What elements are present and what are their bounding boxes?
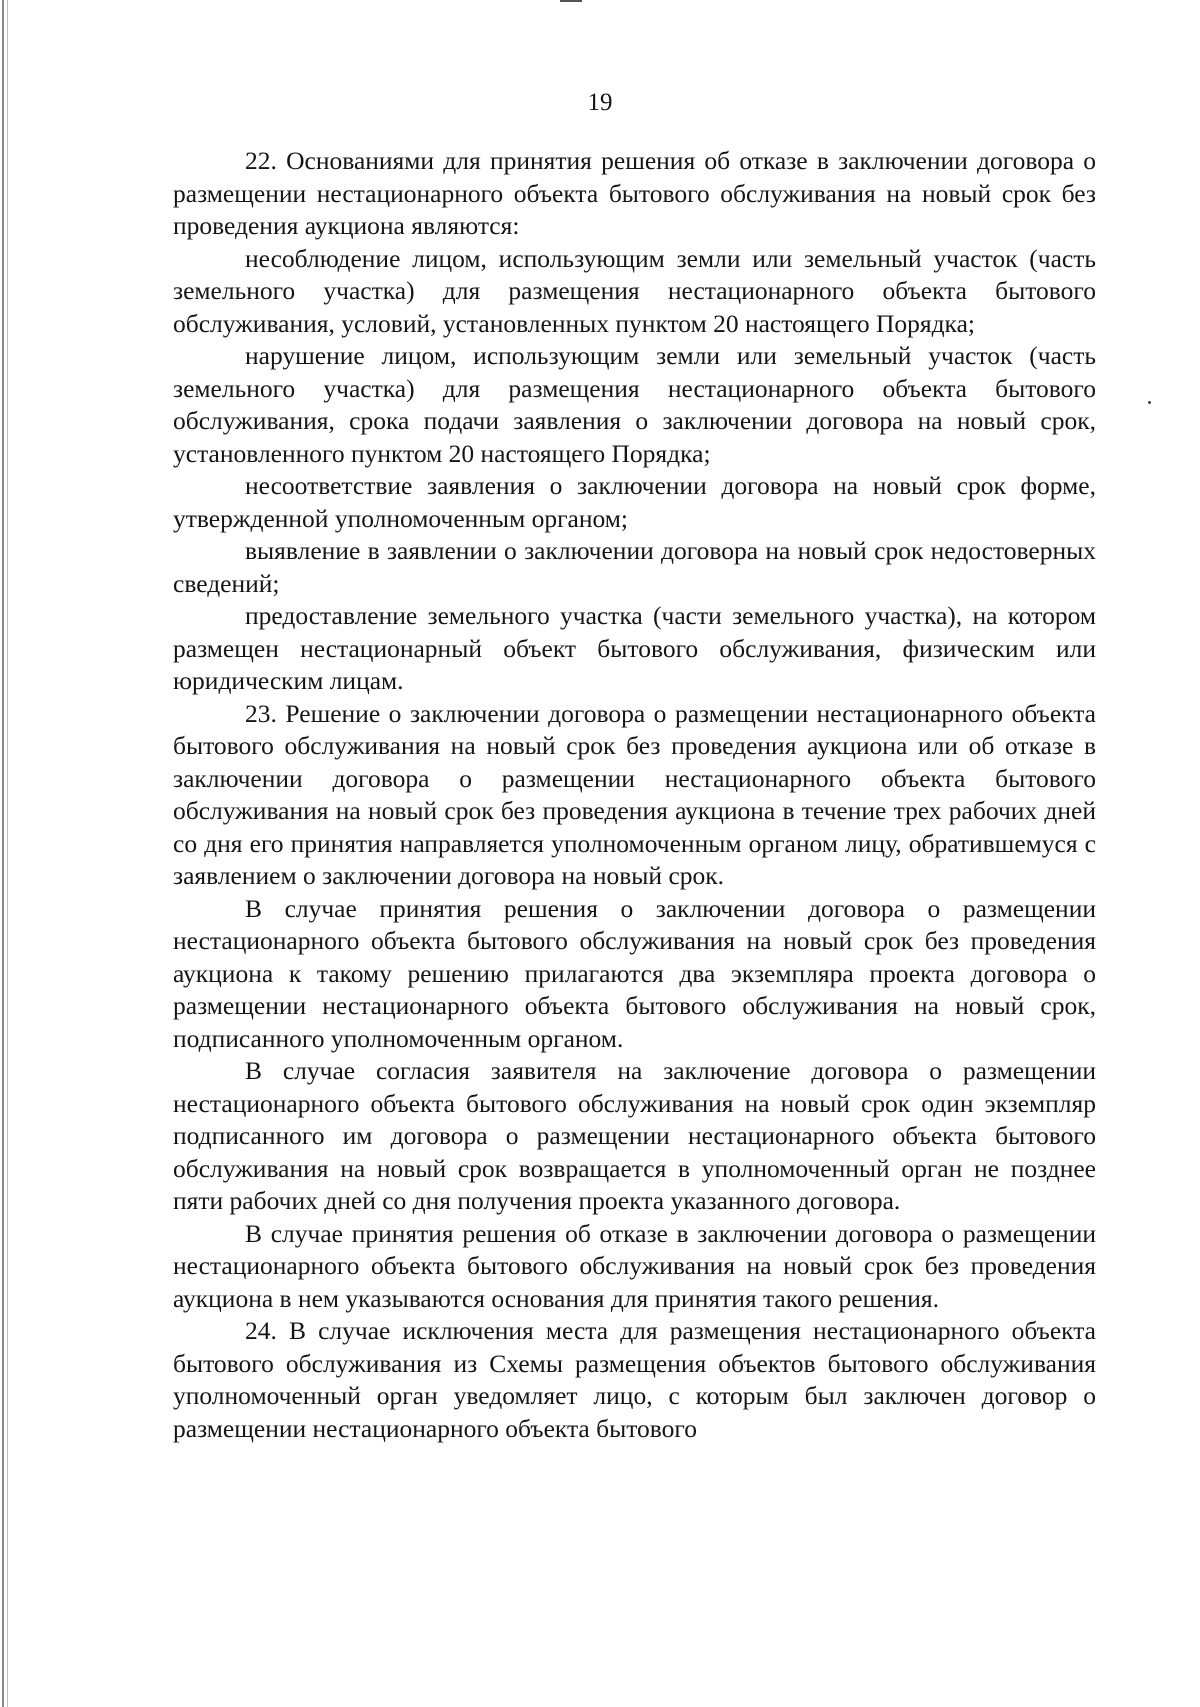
- document-body: [173, 145, 1096, 1445]
- paragraph-ground-false-info: выявление в заявлении о заключении договора на новый срок недостоверных сведений;: [173, 536, 1096, 598]
- scan-edge-line-secondary: [7, 0, 8, 1707]
- scan-edge-line: [2, 0, 4, 1707]
- paragraph-23-refusal-grounds: В случае принятия решения об отказе в заключении договора о размещении нестационарного объекта бытового обслуживания на новый срок без проведения аукциона в нем указываются основания для принятия такого решения.: [173, 1218, 1096, 1313]
- paragraph-ground-deadline-violation: нарушение лицом, использующим земли или земельный участок (часть земельного участка) для размещения нестационарного объекта бытового обслуживания, срока подачи заявления о заключении договора на новый срок, установленного пунктом 20 настоящего Порядка;: [173, 341, 1096, 468]
- scan-mark: [560, 0, 582, 2]
- paragraph-23-decision: 23. Решение о заключении договора о размещении нестационарного объекта бытового обслуживания на новый срок без проведения аукциона или об отказе в заключении договора о размещении нестационарного объекта бытового обслуживания на новый срок без проведения аукциона в течение трех рабочих дней со дня его принятия направляется уполномоченным органом лицу, обратившемуся с заявлением о заключении договора на новый срок.: [173, 698, 1096, 890]
- paragraph-24-exclusion: 24. В случае исключения места для размещения нестационарного объекта бытового обслуживания из Схемы размещения объектов бытового обслуживания уполномоченный орган уведомляет лицо, с которым был заключен договор о размещении нестационарного объекта бытового: [173, 1316, 1096, 1443]
- paragraph-ground-form-mismatch: несоответствие заявления о заключении договора на новый срок форме, утвержденной уполномоченным органом;: [173, 471, 1096, 533]
- scan-speck: [1148, 401, 1151, 404]
- paragraph-23-contract-copies: В случае принятия решения о заключении договора о размещении нестационарного объекта бытового обслуживания на новый срок без проведения аукциона к такому решению прилагаются два экземпляра проекта договора о размещении нестационарного объекта бытового обслуживания на новый срок, подписанного уполномоченным органом.: [173, 893, 1096, 1053]
- paragraph-22-intro: 22. Основаниями для принятия решения об отказе в заключении договора о размещении нестационарного объекта бытового обслуживания на новый срок без проведения аукциона являются:: [173, 146, 1096, 240]
- paragraph-ground-noncompliance: несоблюдение лицом, использующим земли или земельный участок (часть земельного участка) для размещения нестационарного объекта бытового обслуживания, условий, установленных пунктом 20 настоящего Порядка;: [173, 243, 1096, 338]
- paragraph-ground-land-provision: предоставление земельного участка (части земельного участка), на котором размещен нестационарный объект бытового обслуживания, физическим или юридическим лицам.: [173, 601, 1096, 695]
- page-number: 19: [587, 89, 613, 116]
- paragraph-23-applicant-consent: В случае согласия заявителя на заключение договора о размещении нестационарного объекта бытового обслуживания на новый срок один экземпляр подписанного им договора о размещении нестационарного объекта бытового обслуживания на новый срок возвращается в уполномоченный орган не позднее пяти рабочих дней со дня получения проекта указанного договора.: [173, 1056, 1096, 1215]
